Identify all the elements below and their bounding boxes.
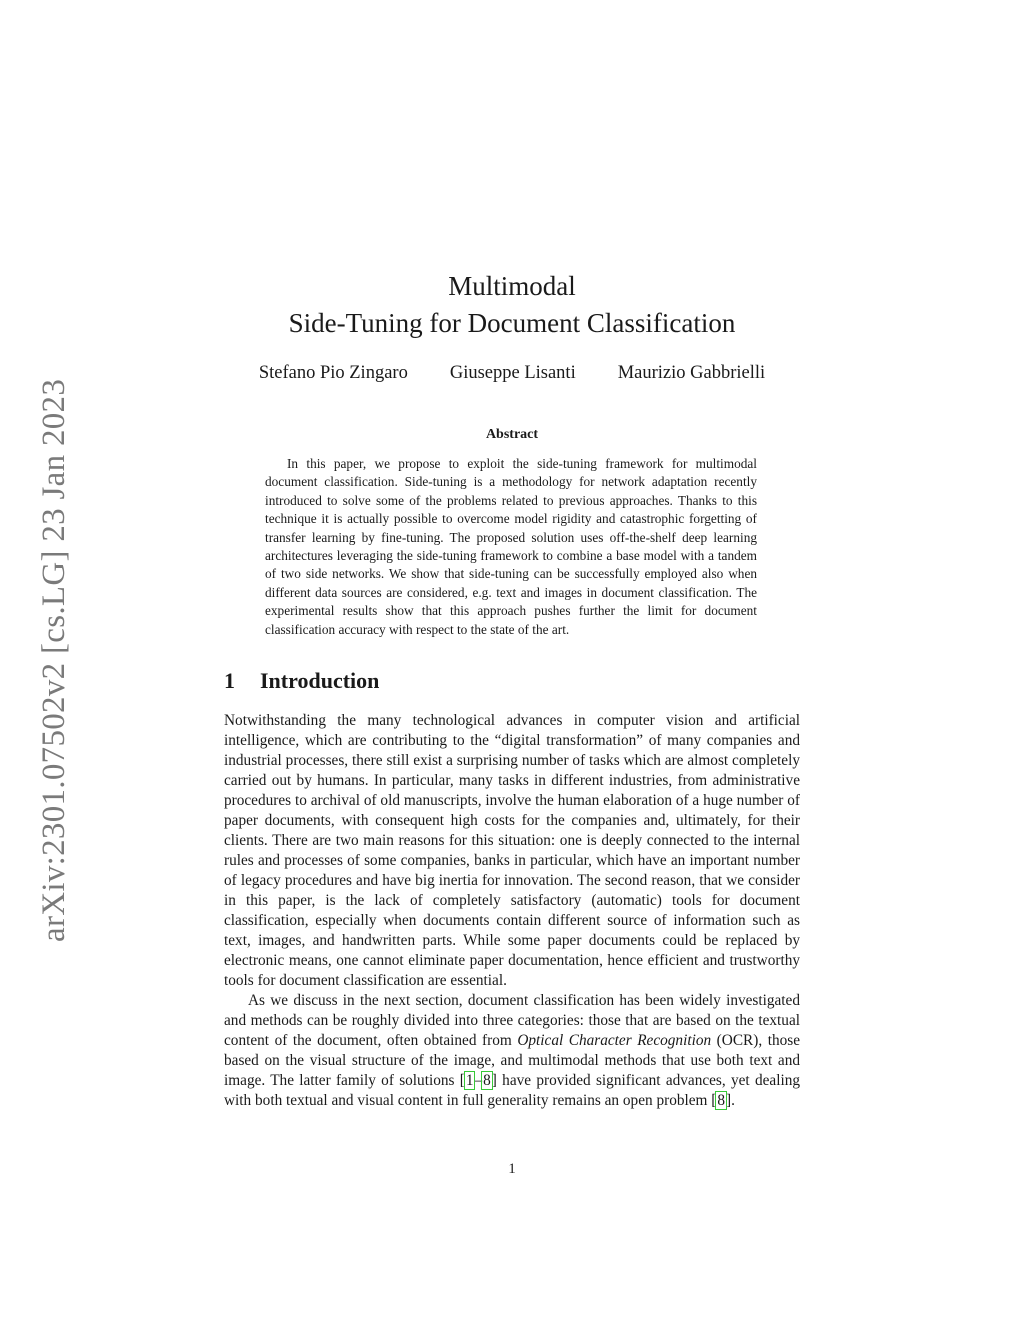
intro-paragraph-2 [224,991,800,1111]
paper-title [0,268,1024,342]
abstract-heading: Abstract [485,427,539,442]
ocr-term: Optical Character Recognition [517,1032,712,1049]
arxiv-identifier: arXiv:2301.07502v2 [cs.LG] 23 Jan 2023 [36,378,72,942]
section-heading-introduction [224,668,379,694]
page-number: 1 [508,1161,516,1177]
section-title: Introduction [260,668,380,693]
author-list [0,363,1024,384]
title-line-2: Side-Tuning for Document Classification [288,308,736,338]
citation-link-8[interactable]: 8 [483,1072,491,1089]
author-3: Maurizio Gabbrielli [617,363,766,383]
intro-paragraph-1: Notwithstanding the many technological advances in computer vision and artificial intelligence, which are contributing to the “digital transformation” of many companies and industrial processes, there still exist a surprising number of tasks which are almost completely carried out by humans. In particular, many tasks in different industries, from administrative procedures to archival of old manuscripts, involve the human elaboration of a huge number of paper documents, with consequent high costs for the companies and, ultimately, for their clients. There are two main reasons for this situation: one is deeply connected to the internal rules and processes of some companies, banks in particular, which have an important number of legacy procedures and have big inertia for innovation. The second reason, that we consider in this paper, is the lack of completely satisfactory (automatic) tools for document classification, especially when documents contain different source of information such as text, images, and handwritten parts. While some paper documents could be replaced by electronic means, one cannot eliminate paper documentation, hence efficient and trustworthy tools for document classification are essential. [224,712,800,989]
title-line-1: Multimodal [448,271,576,301]
citation-link-8-second[interactable]: 8 [717,1092,726,1109]
citation-range-dash: – [474,1072,483,1089]
author-1: Stefano Pio Zingaro [258,363,408,383]
paragraph-2-text-d: ]. [726,1092,735,1109]
section-number: 1 [224,668,235,693]
citation-link-1[interactable]: 1 [465,1072,474,1089]
paragraph-2-text-c: ] have provided significant advances, yet dealing with both textual and visual content in full generality remains an open problem [ [224,1072,800,1109]
paragraph-2-text-a: As we discuss in the next section, document classification has been widely investigated and methods can be roughly divided into three categories: those that are based on the textual content of the document, often obtained from [224,992,800,1049]
paragraph-2-text-b: (OCR), those based on the visual structure of the image, and multimodal methods that use both text and image. The latter family of solutions [ [224,1032,800,1089]
author-2: Giuseppe Lisanti [449,363,576,383]
abstract-text: In this paper, we propose to exploit the side-tuning framework for multimodal document classification. Side-tuning is a methodology for network adaptation recently introduced to solve some of the problems related to previous approaches. Thanks to this technique it is actually possible to overcome model rigidity and catastrophic forgetting of transfer learning by fine-tuning. The proposed solution uses off-the-shelf deep learning architectures leveraging the side-tuning framework to combine a base model with a tandem of two side networks. We show that side-tuning can be successfully employed also when different data sources are considered, e.g. text and images in document classification. The experimental results show that this approach pushes further the limit for document classification accuracy with respect to the state of the art. [265,456,757,637]
